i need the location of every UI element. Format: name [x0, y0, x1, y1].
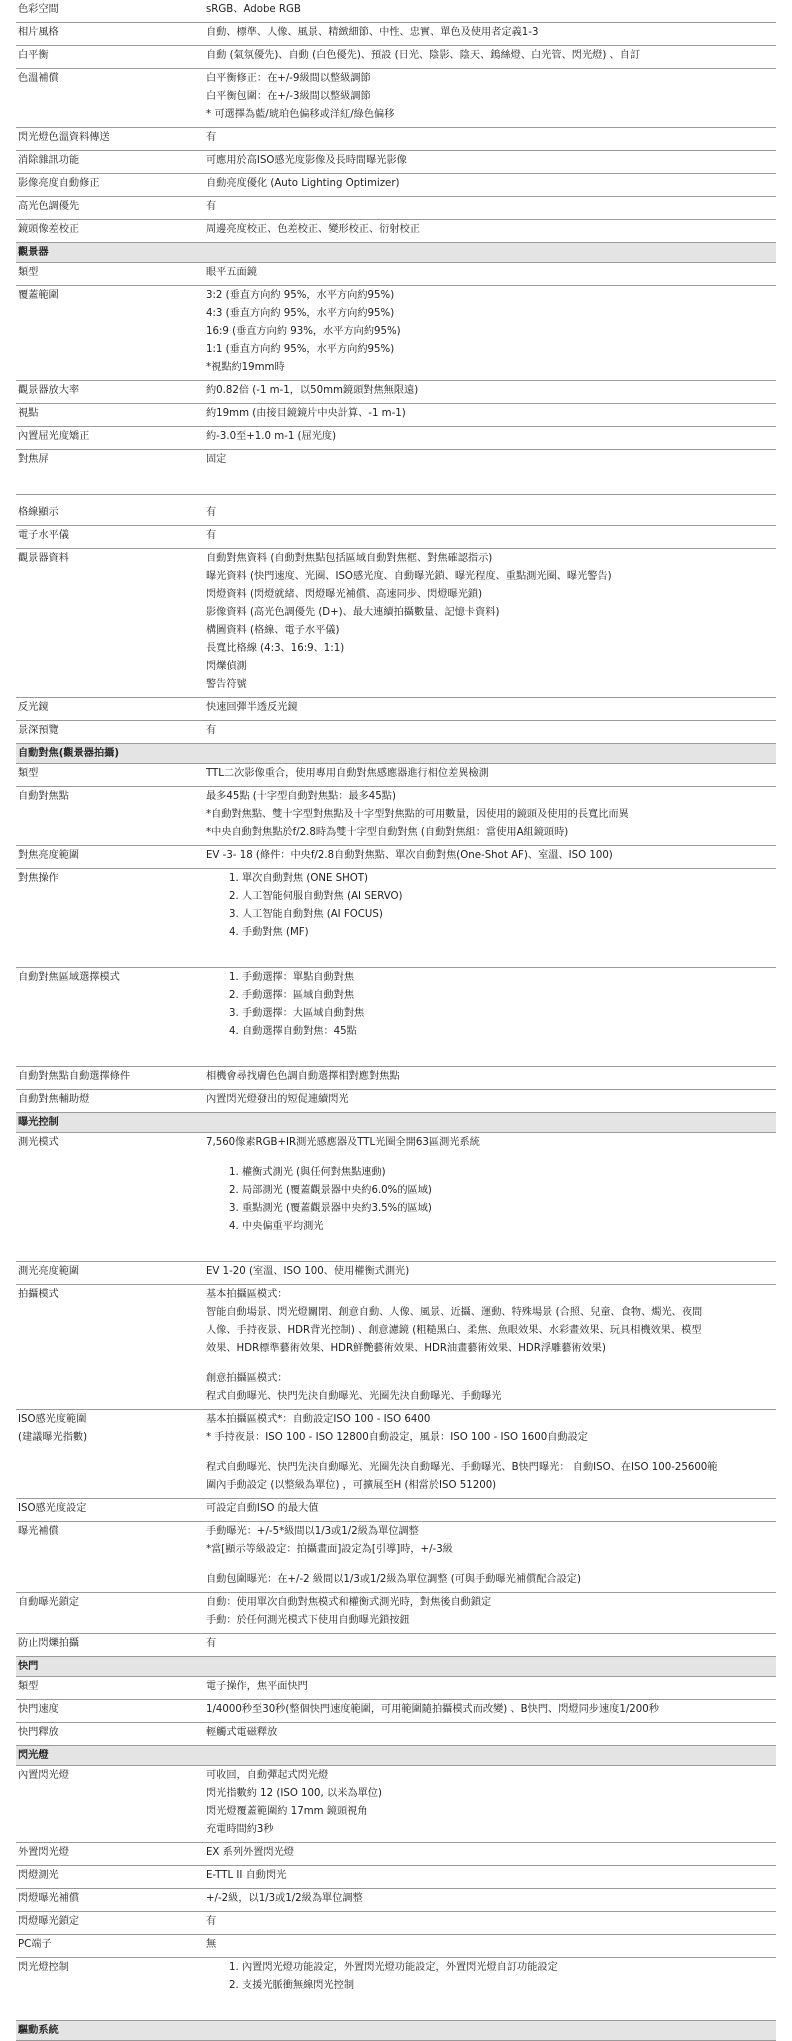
spec-value-cell: [204, 869, 776, 968]
spec-list-item: 2. 局部測光 (覆蓋觀景器中央約6.0%的區域): [242, 1183, 776, 1201]
spec-row: [16, 764, 776, 787]
spec-value-cell: [204, 968, 776, 1067]
spec-label: ISO感光度設定: [18, 1503, 87, 1514]
spec-row: [16, 1935, 776, 1958]
section-header-row: [16, 243, 776, 263]
spec-label-cell: [16, 404, 204, 427]
spec-label: 自動對焦點: [18, 791, 69, 802]
spec-label: 閃燈曝光鎖定: [18, 1916, 80, 1927]
spec-row: [16, 174, 776, 197]
spec-label-cell: [16, 286, 204, 381]
trailing-space: [206, 943, 776, 965]
spec-value-cell: [204, 1067, 776, 1090]
spec-label: 對焦操作: [18, 873, 59, 884]
spec-value-line: 7,560像素RGB+IR測光感應器及TTL光圈全開63區測光系統: [206, 1137, 480, 1148]
spec-value-cell: [204, 1133, 776, 1262]
spec-row: [16, 1285, 776, 1410]
spec-value-cell: [204, 1889, 776, 1912]
spec-value-line: 警告符號: [206, 679, 247, 690]
spec-list-item: 1. 權衡式測光 (與任何對焦點連動): [242, 1165, 776, 1183]
section-title: 曝光控制: [16, 1113, 776, 1133]
section-header-row: [16, 1657, 776, 1677]
spec-value-line: 有: [206, 201, 217, 212]
spec-value-line: 眼平五面鏡: [206, 267, 257, 278]
spec-value-cell: [204, 1958, 776, 2021]
section-header-row: [16, 744, 776, 764]
spec-row: [16, 1677, 776, 1700]
spec-list-item: 4. 自動選擇自動對焦：45點: [242, 1024, 776, 1042]
spec-value-cell: [204, 1285, 776, 1410]
spec-list-item: 3. 人工智能自動對焦 (AI FOCUS): [242, 907, 776, 925]
spec-value-line: 程式自動曝光、快門先決自動曝光、光圈先決自動曝光、手動曝光: [206, 1391, 502, 1402]
spec-row: [16, 286, 776, 381]
spec-label-sub: (建議曝光指數): [18, 1432, 88, 1443]
spec-label: 反光鏡: [18, 702, 49, 713]
spec-value-cell: [204, 1522, 776, 1593]
spec-value-cell: [204, 404, 776, 427]
spec-value-line: 內置閃光燈發出的短促連續閃光: [206, 1094, 349, 1105]
spec-label: 影像亮度自動修正: [18, 178, 100, 189]
spec-label: 測光模式: [18, 1137, 59, 1148]
spec-value-line: 1/4000秒至30秒(整個快門速度範圍，可用範圍隨拍攝模式而改變) 、B快門、閃燈同步速度1/200秒: [206, 1704, 659, 1715]
spec-value-line: 圍內手動設定 (以整級為單位) ，可擴展至H (相當於ISO 51200): [206, 1480, 497, 1491]
spec-label: PC端子: [18, 1939, 52, 1950]
spec-value-line: 自動亮度優化 (Auto Lighting Optimizer): [206, 178, 400, 189]
spec-value-line: 電子操作，焦平面快門: [206, 1681, 308, 1692]
spec-label-cell: [16, 1958, 204, 2021]
spec-value-cell: [204, 1593, 776, 1634]
spec-label-cell: [16, 1090, 204, 1113]
spec-value-line: 約0.82倍 (-1 m-1，以50mm鏡頭對焦無限遠): [206, 385, 419, 396]
spec-value-line: 人像、手持夜景、HDR背光控制) 、創意濾鏡 (粗糙黑白、柔焦、魚眼效果、水彩畫效果、玩具相機效果、模型: [206, 1325, 702, 1336]
spec-row: [16, 450, 776, 495]
spec-value-cell: [204, 1499, 776, 1522]
spec-value-line: 閃光指數約 12 (ISO 100, 以米為單位): [206, 1788, 382, 1799]
spec-value-line: 手動曝光：+/-5*級間以1/3或1/2級為單位調整: [206, 1526, 419, 1537]
spec-value-line: 構圖資料 (格線、電子水平儀): [206, 625, 340, 636]
spec-value-line: *自動對焦點、雙十字型對焦點及十字型對焦點的可用數量，因使用的鏡頭及使用的長寬比而異: [206, 809, 629, 820]
spec-value-line: 最多45點 (十字型自動對焦點：最多45點): [206, 791, 396, 802]
spec-row: [16, 1634, 776, 1657]
spec-row: [16, 846, 776, 869]
spec-label-cell: [16, 1912, 204, 1935]
spec-list-item: 1. 單次自動對焦 (ONE SHOT): [242, 871, 776, 889]
spec-label: ISO感光度範圍: [18, 1414, 87, 1425]
spec-label-cell: [16, 1067, 204, 1090]
section-title: 快門: [16, 1657, 776, 1677]
spec-label: 類型: [18, 267, 39, 278]
spec-row: [16, 381, 776, 404]
spec-label-cell: [16, 69, 204, 128]
section-title: 驅動系統: [16, 2021, 776, 2041]
spec-value-cell: [204, 1677, 776, 1700]
spec-row: [16, 197, 776, 220]
spec-list-item: 2. 人工智能伺服自動對焦 (AI SERVO): [242, 889, 776, 907]
spec-row: [16, 220, 776, 243]
spec-value-line: 有: [206, 1916, 217, 1927]
spec-label-cell: [16, 721, 204, 744]
spec-value-line: 1:1 (垂直方向約 95%，水平方向約95%): [206, 344, 395, 355]
spec-label: 鏡頭像差校正: [18, 224, 80, 235]
spec-value-cell: [204, 503, 776, 526]
spec-label-cell: [16, 1935, 204, 1958]
spec-value-line: *中央自動對焦點於f/2.8時為雙十字型自動對焦 (自動對焦組：當使用A組鏡頭時): [206, 827, 569, 838]
spec-value-cell: [204, 846, 776, 869]
trailing-space: [206, 470, 776, 492]
spec-value-cell: [204, 23, 776, 46]
spec-label: 消除雜訊功能: [18, 155, 80, 166]
spec-label-cell: [16, 1133, 204, 1262]
spec-value-line: 充電時間約3秒: [206, 1824, 274, 1835]
spec-row: [16, 1843, 776, 1866]
spec-value-line: 有: [206, 507, 217, 518]
spec-label-cell: [16, 128, 204, 151]
spec-value-cell: [204, 263, 776, 286]
spec-value-cell: [204, 1866, 776, 1889]
spec-label-cell: [16, 1766, 204, 1843]
spec-row: [16, 698, 776, 721]
spec-value-line: 可應用於高ISO感光度影像及長時間曝光影像: [206, 155, 407, 166]
spec-label: 自動對焦輔助燈: [18, 1094, 90, 1105]
blank-line: [206, 1359, 776, 1371]
spec-label-cell: [16, 1522, 204, 1593]
spec-value-line: 約19mm (由接目鏡鏡片中央計算、-1 m-1): [206, 408, 406, 419]
spec-value-line: 效果、HDR標準藝術效果、HDR鮮艷藝術效果、HDR油畫藝術效果、HDR浮雕藝術效果): [206, 1343, 606, 1354]
spec-row: [16, 151, 776, 174]
spacer-row: [16, 495, 776, 504]
spec-row: [16, 1700, 776, 1723]
spec-label-cell: [16, 503, 204, 526]
spec-value-line: 白平衡包圍：在+/-3級間以整級調節: [206, 91, 371, 102]
spec-list-item: 1. 手動選擇：單點自動對焦: [242, 970, 776, 988]
spec-value-cell: [204, 381, 776, 404]
spec-label: 曝光補償: [18, 1526, 59, 1537]
spec-label-cell: [16, 1723, 204, 1746]
spec-value-line: 程式自動曝光、快門先決自動曝光、光圈先決自動曝光、手動曝光、B快門曝光： 自動ISO、在ISO 100-25600範: [206, 1462, 718, 1473]
spec-value-line: 有: [206, 530, 217, 541]
spec-row: [16, 1090, 776, 1113]
spec-value-line: 可設定自動ISO 的最大值: [206, 1503, 319, 1514]
spec-value-cell: [204, 1766, 776, 1843]
spec-value-cell: [204, 721, 776, 744]
spec-value-line: 有: [206, 132, 217, 143]
spec-list-item: 4. 中央偏重平均測光: [242, 1219, 776, 1237]
spec-value-cell: [204, 450, 776, 495]
spec-row: [16, 1067, 776, 1090]
spec-value-cell: [204, 197, 776, 220]
spec-label: 自動對焦點自動選擇條件: [18, 1071, 131, 1082]
spec-value-line: EV 1-20 (室溫、ISO 100、使用權衡式測光): [206, 1266, 410, 1277]
spec-row: [16, 721, 776, 744]
spec-label-cell: [16, 1593, 204, 1634]
spec-value-line: 長寬比格線 (4:3、16:9、1:1): [206, 643, 345, 654]
spec-row: [16, 263, 776, 286]
spec-label: 測光亮度範圍: [18, 1266, 80, 1277]
spec-table: [16, 0, 776, 2041]
spec-value-cell: [204, 128, 776, 151]
spec-label: 自動對焦區域選擇模式: [18, 972, 120, 983]
spec-row: [16, 404, 776, 427]
spec-row: [16, 1522, 776, 1593]
spec-value-line: 創意拍攝區模式：: [206, 1373, 288, 1384]
spec-list-item: 4. 手動對焦 (MF): [242, 925, 776, 943]
spec-value-line: 有: [206, 1638, 217, 1649]
spec-table-body: [16, 0, 776, 2041]
spec-list-item: 3. 重點測光 (覆蓋觀景器中央約3.5%的區域): [242, 1201, 776, 1219]
spec-value-line: 自動、標準、人像、風景、精緻細節、中性、忠實、單色及使用者定義1-3: [206, 27, 539, 38]
spec-value-cell: [204, 174, 776, 197]
spec-label: 景深預覽: [18, 725, 59, 736]
spec-value-line: *當[顯示等級設定：拍攝畫面]設定為[引導]時，+/-3級: [206, 1544, 453, 1555]
spec-label: 觀景器資料: [18, 553, 69, 564]
spec-sheet: [16, 0, 776, 2041]
spec-value-line: 閃燈資料 (閃燈就緒、閃燈曝光補償、高速同步、閃燈曝光鎖): [206, 589, 483, 600]
spec-list-item: 1. 內置閃光燈功能設定，外置閃光燈功能設定，外置閃光燈自訂功能設定: [242, 1960, 776, 1978]
spec-label-cell: [16, 1889, 204, 1912]
spec-label-cell: [16, 1410, 204, 1499]
spec-value-line: TTL二次影像重合，使用專用自動對焦感應器進行相位差異檢測: [206, 768, 489, 779]
spec-label-cell: [16, 46, 204, 69]
spec-value-line: 自動：使用單次自動對焦模式和權衡式測光時，對焦後自動鎖定: [206, 1597, 492, 1608]
spec-value-line: E-TTL II 自動閃光: [206, 1870, 287, 1881]
spec-value-cell: [204, 764, 776, 787]
spec-value-line: 周邊亮度校正、色差校正、變形校正、衍射校正: [206, 224, 420, 235]
spec-row: [16, 46, 776, 69]
spec-label-cell: [16, 220, 204, 243]
spec-value-cell: [204, 1410, 776, 1499]
spec-value-cell: [204, 1634, 776, 1657]
spec-value-line: 相機會尋找膚色色調自動選擇相對應對焦點: [206, 1071, 400, 1082]
spec-row: [16, 549, 776, 698]
spec-row: [16, 1262, 776, 1285]
spec-label-cell: [16, 1843, 204, 1866]
spec-value-cell: [204, 1262, 776, 1285]
spec-label-cell: [16, 0, 204, 23]
spec-value-cell: [204, 286, 776, 381]
trailing-space: [206, 1996, 776, 2018]
spec-value-cell: [204, 787, 776, 846]
spec-row: [16, 427, 776, 450]
spec-value-cell: [204, 549, 776, 698]
spec-value-line: 基本拍攝區模式*：自動設定ISO 100 - ISO 6400: [206, 1414, 431, 1425]
spec-label: 觀景器放大率: [18, 385, 80, 396]
spec-value-cell: [204, 427, 776, 450]
spec-value-line: 16:9 (垂直方向約 93%，水平方向約95%): [206, 326, 401, 337]
spec-value-line: *視點約19mm時: [206, 362, 285, 373]
spec-label: 閃光燈控制: [18, 1962, 69, 1973]
spec-value-line: +/-2級，以1/3或1/2級為單位調整: [206, 1893, 363, 1904]
spec-value-line: EV -3- 18 (條件：中央f/2.8自動對焦點、單次自動對焦(One-Shot AF)、室溫、ISO 100): [206, 850, 613, 861]
spec-list-item: 2. 手動選擇：區域自動對焦: [242, 988, 776, 1006]
spec-label-cell: [16, 1677, 204, 1700]
spec-label-cell: [16, 450, 204, 495]
spec-value-cell: [204, 1843, 776, 1866]
spec-value-line: 自動包圍曝光：在+/-2 級間以1/3或1/2級為單位調整 (可與手動曝光補償配合設定): [206, 1574, 581, 1585]
spec-label-cell: [16, 846, 204, 869]
spacer-cell: [16, 495, 776, 504]
spec-label-cell: [16, 197, 204, 220]
spec-label: 類型: [18, 1681, 39, 1692]
spec-value-cell: [204, 526, 776, 549]
spec-value-line: 自動對焦資料 (自動對焦點包括區域自動對焦框、對焦確認指示): [206, 553, 493, 564]
spec-value-cell: [204, 1912, 776, 1935]
spec-row: [16, 0, 776, 23]
spec-row: [16, 69, 776, 128]
spec-label-cell: [16, 869, 204, 968]
spec-value-line: 影像資料 (高光色調優先 (D+)、最大連續拍攝數量、記憶卡資料): [206, 607, 500, 618]
spec-label: 內置屈光度矯正: [18, 431, 90, 442]
spec-label-cell: [16, 151, 204, 174]
spec-value-cell: [204, 220, 776, 243]
section-title: 閃光燈: [16, 1746, 776, 1766]
spec-value-cell: [204, 698, 776, 721]
spec-label: 高光色調優先: [18, 201, 80, 212]
section-title: 自動對焦(觀景器拍攝): [16, 744, 776, 764]
spec-label-cell: [16, 526, 204, 549]
spec-list-item: 3. 手動選擇：大區域自動對焦: [242, 1006, 776, 1024]
spec-row: [16, 968, 776, 1067]
spec-value-cell: [204, 0, 776, 23]
spec-value-line: 可收回，自動彈起式閃光燈: [206, 1770, 329, 1781]
spec-label: 相片風格: [18, 27, 59, 38]
section-header-row: [16, 1746, 776, 1766]
spec-label: 覆蓋範圍: [18, 290, 59, 301]
spec-label: 格線顯示: [18, 507, 59, 518]
spec-value-line: 白平衡修正：在+/-9級間以整級調節: [206, 73, 371, 84]
spec-value-line: EX 系列外置閃光燈: [206, 1847, 294, 1858]
spec-label: 閃光燈色溫資料傳送: [18, 132, 110, 143]
spec-label-cell: [16, 263, 204, 286]
spec-value-line: * 手持夜景：ISO 100 - ISO 12800自動設定，風景：ISO 100 - ISO 1600自動設定: [206, 1432, 588, 1443]
spec-value-cell: [204, 69, 776, 128]
spec-value-cell: [204, 1700, 776, 1723]
spec-value-line: 閃光燈覆蓋範圍約 17mm 鏡頭視角: [206, 1806, 368, 1817]
spec-label: 內置閃光燈: [18, 1770, 69, 1781]
spec-row: [16, 869, 776, 968]
spec-list-item: 2. 支援光脈衝無線閃光控制: [242, 1978, 776, 1996]
spec-label: 視點: [18, 408, 39, 419]
trailing-space: [206, 1237, 776, 1259]
spec-row: [16, 1912, 776, 1935]
spec-label-cell: [16, 23, 204, 46]
spec-row: [16, 1958, 776, 2021]
spec-label: 色彩空間: [18, 4, 59, 15]
section-header-row: [16, 1113, 776, 1133]
spec-label: 閃燈測光: [18, 1870, 59, 1881]
spec-value-line: 3:2 (垂直方向約 95%，水平方向約95%): [206, 290, 395, 301]
spec-numbered-list: [206, 1960, 776, 1996]
spec-label: 拍攝模式: [18, 1289, 59, 1300]
spec-label-cell: [16, 427, 204, 450]
spec-value-line: 智能自動場景、閃光燈關閉、創意自動、人像、風景、近攝、運動、特殊場景 (合照、兒童、食物、燭光、夜間: [206, 1307, 703, 1318]
spec-label: 對焦亮度範圍: [18, 850, 80, 861]
spec-label-cell: [16, 1866, 204, 1889]
blank-line: [206, 1153, 776, 1165]
spec-value-cell: [204, 1090, 776, 1113]
spec-value-cell: [204, 151, 776, 174]
spec-value-line: 固定: [206, 454, 227, 465]
spec-value-line: 自動 (氣氛優先)、自動 (白色優先)、預設 (日光、陰影、陰天、鎢絲燈、白光管、閃光燈) 、自訂: [206, 50, 641, 61]
spec-label-cell: [16, 549, 204, 698]
spec-row: [16, 526, 776, 549]
spec-row: [16, 1723, 776, 1746]
spec-row: [16, 1866, 776, 1889]
trailing-space: [206, 1042, 776, 1064]
spec-value-line: 曝光資料 (快門速度、光圈、ISO感光度、自動曝光鎖、曝光程度、重點測光圈、曝光警告): [206, 571, 612, 582]
spec-row: [16, 1133, 776, 1262]
spec-value-line: 快速回彈半透反光鏡: [206, 702, 298, 713]
spec-value-line: 無: [206, 1939, 217, 1950]
spec-label: 快門釋放: [18, 1727, 59, 1738]
spec-numbered-list: [206, 1165, 776, 1237]
spec-row: [16, 1410, 776, 1499]
spec-value-line: 約-3.0至+1.0 m-1 (屈光度): [206, 431, 337, 442]
spec-label-cell: [16, 381, 204, 404]
spec-value-line: 輕觸式電磁釋放: [206, 1727, 278, 1738]
spec-value-cell: [204, 1935, 776, 1958]
spec-label-cell: [16, 1700, 204, 1723]
spec-row: [16, 1499, 776, 1522]
section-title: 觀景器: [16, 243, 776, 263]
spec-label-cell: [16, 764, 204, 787]
spec-label: 對焦屏: [18, 454, 49, 465]
spec-label: 外置閃光燈: [18, 1847, 69, 1858]
spec-label-cell: [16, 174, 204, 197]
spec-label-cell: [16, 1499, 204, 1522]
spec-label: 類型: [18, 768, 39, 779]
spec-label-cell: [16, 968, 204, 1067]
spec-value-line: 4:3 (垂直方向約 95%，水平方向約95%): [206, 308, 395, 319]
spec-row: [16, 503, 776, 526]
spec-numbered-list: [206, 970, 776, 1042]
spec-row: [16, 23, 776, 46]
spec-label-cell: [16, 787, 204, 846]
spec-label: 自動曝光鎖定: [18, 1597, 80, 1608]
spec-row: [16, 1889, 776, 1912]
spec-label-cell: [16, 1285, 204, 1410]
blank-line: [206, 1560, 776, 1572]
spec-value-line: 有: [206, 725, 217, 736]
blank-line: [206, 1448, 776, 1460]
spec-value-line: 閃爍偵測: [206, 661, 247, 672]
section-header-row: [16, 2021, 776, 2041]
spec-label: 白平衡: [18, 50, 49, 61]
spec-value-line: sRGB、Adobe RGB: [206, 4, 301, 15]
spec-label: 電子水平儀: [18, 530, 69, 541]
spec-value-line: * 可選擇為藍/琥珀色偏移或洋紅/綠色偏移: [206, 109, 395, 120]
spec-label-cell: [16, 1262, 204, 1285]
spec-row: [16, 787, 776, 846]
spec-label-cell: [16, 698, 204, 721]
spec-label: 快門速度: [18, 1704, 59, 1715]
spec-label: 防止閃爍拍攝: [18, 1638, 80, 1649]
spec-row: [16, 1593, 776, 1634]
spec-row: [16, 1766, 776, 1843]
spec-label: 色溫補償: [18, 73, 59, 84]
spec-value-line: 基本拍攝區模式：: [206, 1289, 288, 1300]
spec-row: [16, 128, 776, 151]
spec-value-cell: [204, 1723, 776, 1746]
spec-value-cell: [204, 46, 776, 69]
spec-label-cell: [16, 1634, 204, 1657]
spec-numbered-list: [206, 871, 776, 943]
spec-label: 閃燈曝光補償: [18, 1893, 80, 1904]
spec-value-line: 手動：於任何測光模式下使用自動曝光鎖按鈕: [206, 1615, 410, 1626]
